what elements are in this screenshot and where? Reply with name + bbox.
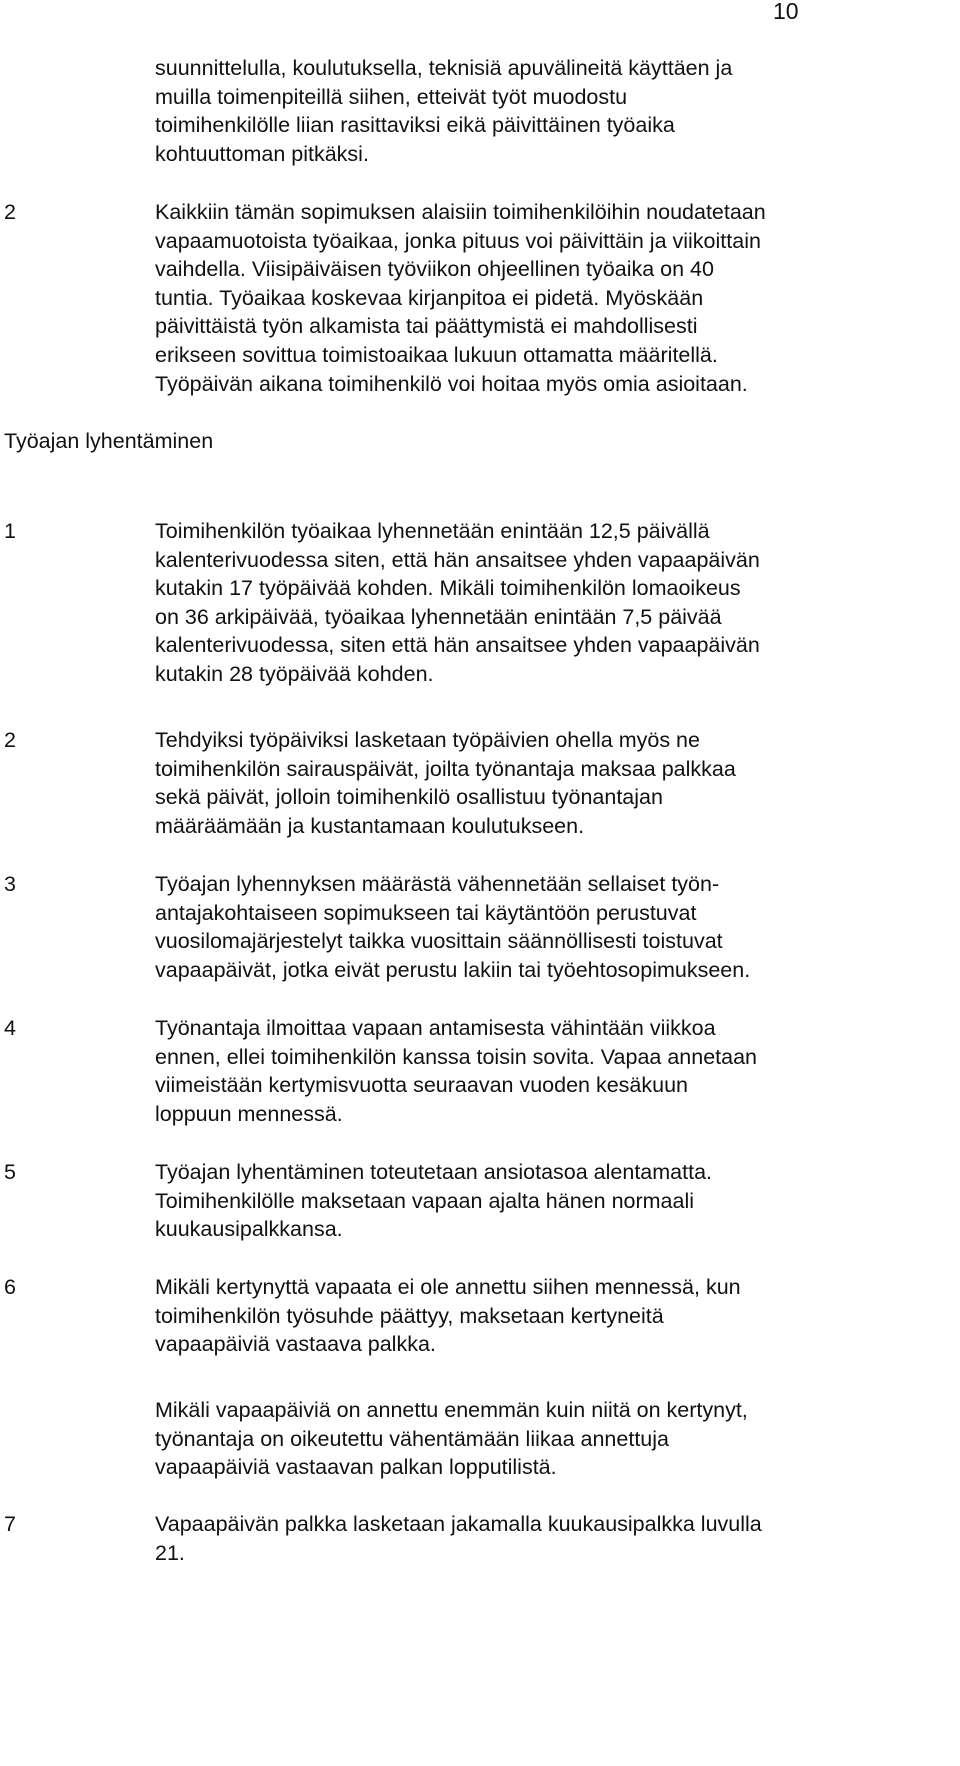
text-line: loppuun mennessä. bbox=[155, 1101, 343, 1126]
text-line: kohtuuttoman pitkäksi. bbox=[155, 141, 369, 166]
paragraph-number: 1 bbox=[4, 519, 16, 543]
paragraph-text bbox=[155, 517, 945, 689]
text-line: muilla toimenpiteillä siihen, etteivät työt muodostu bbox=[155, 84, 628, 109]
paragraph-text bbox=[155, 726, 945, 840]
text-line: Tehdyiksi työpäiviksi lasketaan työpäivien ohella myös ne bbox=[155, 728, 700, 752]
text-line: 21. bbox=[155, 1540, 185, 1565]
text-line: vaihdella. Viisipäiväisen työviikon ohjeellinen työaika on 40 bbox=[155, 257, 714, 282]
paragraph-number: 6 bbox=[4, 1275, 16, 1299]
text-line: kalenterivuodessa siten, että hän ansaitsee yhden vapaapäivän bbox=[155, 547, 760, 572]
text-line: toimihenkilön työsuhde päättyy, maksetaan kertyneitä bbox=[155, 1303, 664, 1328]
text-line: Toimihenkilön työaikaa lyhennetään enintään 12,5 päivällä bbox=[155, 519, 710, 543]
text-line: Vapaapäivän palkka lasketaan jakamalla kuukausipalkka luvulla bbox=[155, 1512, 762, 1536]
text-line: kutakin 17 työpäivää kohden. Mikäli toimihenkilön lomaoikeus bbox=[155, 576, 741, 601]
text-line: suunnittelulla, koulutuksella, teknisiä apuvälineitä käyttäen ja bbox=[155, 56, 733, 80]
text-line: vapaapäivät, jotka eivät perustu lakiin tai työehtosopimukseen. bbox=[155, 957, 751, 982]
text-line: Toimihenkilölle maksetaan vapaan ajalta hänen normaali bbox=[155, 1188, 695, 1213]
text-line: kuukausipalkkansa. bbox=[155, 1217, 343, 1242]
paragraph-text bbox=[155, 1273, 945, 1359]
paragraph-text bbox=[155, 1510, 945, 1567]
paragraph-number: 4 bbox=[4, 1016, 16, 1040]
text-line: kalenterivuodessa, siten että hän ansaitsee yhden vapaapäivän bbox=[155, 633, 760, 658]
paragraph-number: 2 bbox=[4, 728, 16, 752]
paragraph-number: 5 bbox=[4, 1160, 16, 1184]
text-line: Työpäivän aikana toimihenkilö voi hoitaa myös omia asioitaan. bbox=[155, 371, 748, 396]
text-line: kutakin 28 työpäivää kohden. bbox=[155, 661, 434, 686]
text-line: vapaapäiviä vastaava palkka. bbox=[155, 1332, 436, 1357]
text-line: erikseen sovittua toimistoaikaa lukuun ottamatta määritellä. bbox=[155, 342, 718, 367]
text-line: Työajan lyhennyksen määrästä vähennetään sellaiset työn- bbox=[155, 872, 720, 896]
paragraph-number: 2 bbox=[4, 200, 16, 224]
text-line: päivittäistä työn alkamista tai päättymistä ei mahdollisesti bbox=[155, 314, 698, 339]
text-line: Työajan lyhentäminen toteutetaan ansiotasoa alentamatta. bbox=[155, 1160, 712, 1184]
paragraph-number: 7 bbox=[4, 1512, 16, 1536]
paragraph-number: 3 bbox=[4, 872, 16, 896]
text-line: viimeistään kertymisvuotta seuraavan vuoden kesäkuun bbox=[155, 1073, 689, 1098]
paragraph-text bbox=[155, 870, 945, 984]
text-line: on 36 arkipäivää, työaikaa lyhennetään enintään 7,5 päivää bbox=[155, 604, 722, 629]
page-number: 10 bbox=[773, 0, 799, 24]
section-heading: Työajan lyhentäminen bbox=[4, 429, 214, 453]
text-line: vuosilomajärjestelyt taikka vuosittain säännöllisesti toistuvat bbox=[155, 929, 723, 954]
text-line: Kaikkiin tämän sopimuksen alaisiin toimihenkilöihin noudatetaan bbox=[155, 200, 766, 224]
text-line: työnantaja on oikeutettu vähentämään liikaa annettuja bbox=[155, 1426, 669, 1451]
text-line: antajakohtaiseen sopimukseen tai käytäntöön perustuvat bbox=[155, 900, 697, 925]
text-line: määräämään ja kustantamaan koulutukseen. bbox=[155, 813, 585, 838]
paragraph-text bbox=[155, 1014, 945, 1128]
text-line: tuntia. Työaikaa koskevaa kirjanpitoa ei pidetä. Myöskään bbox=[155, 285, 704, 310]
text-line: Mikäli vapaapäiviä on annettu enemmän kuin niitä on kertynyt, bbox=[155, 1398, 748, 1422]
text-line: sekä päivät, jolloin toimihenkilö osallistuu työnantajan bbox=[155, 785, 663, 810]
text-line: vapaamuotoista työaikaa, jonka pituus voi päivittäin ja viikoittain bbox=[155, 228, 761, 253]
paragraph-text bbox=[155, 1396, 945, 1482]
text-line: ennen, ellei toimihenkilön kanssa toisin sovita. Vapaa annetaan bbox=[155, 1044, 757, 1069]
text-line: toimihenkilölle liian rasittaviksi eikä päivittäinen työaika bbox=[155, 113, 675, 138]
text-line: Mikäli kertynyttä vapaata ei ole annettu siihen mennessä, kun bbox=[155, 1275, 741, 1299]
text-line: Työnantaja ilmoittaa vapaan antamisesta vähintään viikkoa bbox=[155, 1016, 716, 1040]
paragraph-text bbox=[155, 1158, 945, 1244]
text-line: vapaapäiviä vastaavan palkan lopputilistä. bbox=[155, 1455, 557, 1480]
text-line: toimihenkilön sairauspäivät, joilta työnantaja maksaa palkkaa bbox=[155, 756, 736, 781]
